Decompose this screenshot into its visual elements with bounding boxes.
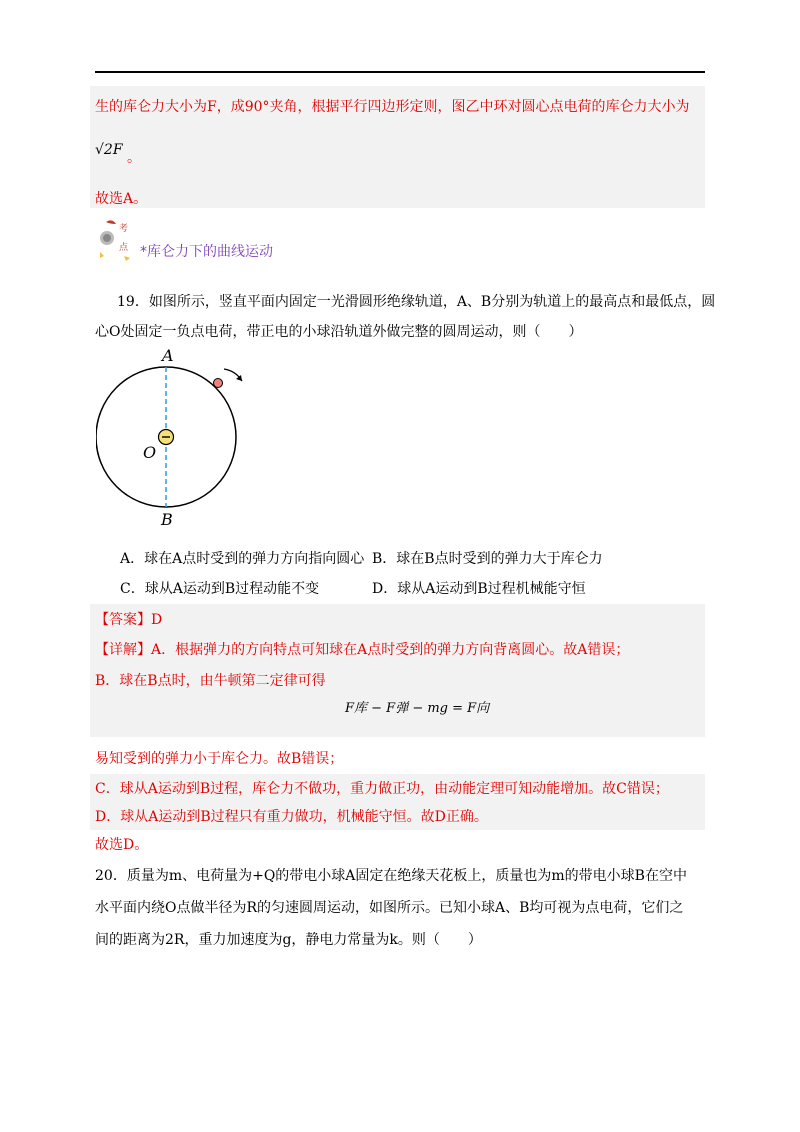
- q20-line1: 20．质量为m、电荷量为+Q的带电小球A固定在绝缘天花板上，质量也为m的带电小球B在空中: [95, 868, 687, 884]
- detail-formula: F库 − F弹 − mg = F向: [345, 701, 490, 716]
- answer-label: 【答案】: [95, 612, 151, 628]
- answer-value: D: [151, 612, 163, 628]
- kaodian-icon-char2: 点: [119, 243, 129, 253]
- q19-line2: 心O处固定一负点电荷，带正电的小球沿轨道外做完整的圆周运动，则（ ）: [95, 324, 583, 340]
- kaodian-icon-char1: 考: [119, 224, 129, 234]
- detail-d: D．球从A运动到B过程只有重力做功，机械能守恒。故D正确。: [95, 809, 488, 825]
- q19-figure: [96, 345, 256, 535]
- figure-label-O: O: [143, 443, 157, 462]
- q19-option-b: B．球在B点时受到的弹力大于库仑力: [372, 551, 603, 567]
- prev-answer-formula: √2F: [95, 142, 123, 158]
- prev-answer-conclusion: 故选A。: [95, 191, 148, 207]
- detail-a: A．根据弹力的方向特点可知球在A点时受到的弹力方向背离圆心。故A错误；: [151, 642, 630, 658]
- figure-label-A: A: [162, 346, 174, 365]
- prev-answer-formula-line: [95, 140, 141, 166]
- q20-line2: 水平面内绕O点做半径为R的匀速圆周运动，如图所示。已知小球A、B均可视为点电荷，它们之: [95, 900, 684, 916]
- q20-line3: 间的距离为2R，重力加速度为g，静电力常量为k。则（ ）: [95, 932, 482, 948]
- detail-c: C．球从A运动到B过程，库仑力不做功，重力做正功，由动能定理可知动能增加。故C错误；: [95, 781, 669, 797]
- kaodian-icon: [98, 218, 134, 262]
- prev-answer-line1: 生的库仑力大小为F，成90°夹角，根据平行四边形定则，图乙中环对圆心点电荷的库仑力大小为: [95, 99, 690, 115]
- detail-label: 【详解】: [95, 642, 151, 658]
- figure-label-B: B: [161, 510, 173, 529]
- detail-b2: 易知受到的弹力小于库仑力。故B错误；: [95, 751, 344, 767]
- q19-option-d: D．球从A运动到B过程机械能守恒: [372, 581, 586, 597]
- detail-a-line: [95, 640, 629, 660]
- kaodian-text: *库仑力下的曲线运动: [140, 244, 273, 260]
- q19-conclusion: 故选D。: [95, 837, 149, 853]
- header-rule: [95, 71, 705, 73]
- q19-line1: 19．如图所示，竖直平面内固定一光滑圆形绝缘轨道，A、B分别为轨道上的最高点和最低点，圆: [117, 294, 716, 310]
- detail-b: B．球在B点时，由牛顿第二定律可得: [95, 673, 326, 689]
- q19-option-c: C．球从A运动到B过程动能不变: [120, 581, 320, 597]
- prev-answer-formula-tail: 。: [127, 150, 141, 166]
- answer-line: [95, 610, 162, 630]
- q19-option-a: A．球在A点时受到的弹力方向指向圆心: [120, 551, 365, 567]
